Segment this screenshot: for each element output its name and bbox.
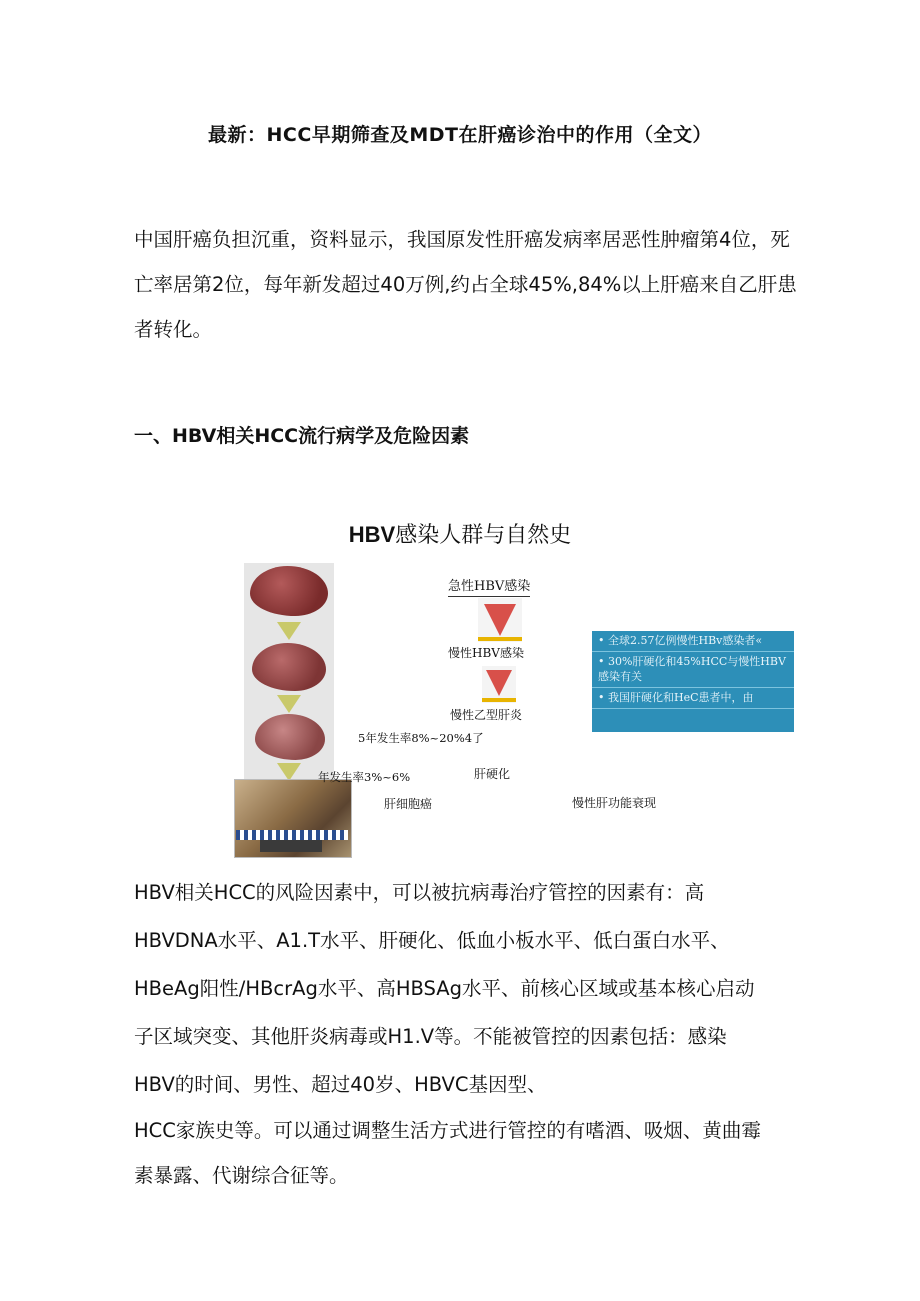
specimen-ruler <box>236 830 348 840</box>
figure-title <box>0 518 920 549</box>
red-down-arrow-icon <box>484 604 516 636</box>
info-item: • 我国肝硬化和HeC患者中，由 <box>592 688 794 709</box>
stage-hcc: 肝细胞癌 <box>384 797 433 811</box>
progression-arrow-2 <box>482 666 516 703</box>
info-item: • 全球2.57亿例慢性HBv感染者« <box>592 631 794 652</box>
down-arrow-icon <box>277 622 301 640</box>
risk-paragraph-line: 素暴露、代谢综合征等。 <box>134 1164 349 1187</box>
risk-paragraph-line: HBV相关HCC的风险因素中，可以被抗病毒治疗管控的因素有：高 <box>134 881 705 904</box>
specimen-label <box>260 840 322 852</box>
hepatitis-liver-image <box>252 643 326 691</box>
stage-liver-failure: 慢性肝功能衰现 <box>572 796 657 810</box>
progression-arrow-1 <box>478 598 522 642</box>
section-heading: 一、HBV相关HCC流行病学及危险因素 <box>134 425 470 447</box>
risk-paragraph-line: HBVDNA水平、A1.T水平、肝硬化、低血小板水平、低白蛋白水平、 <box>134 929 730 952</box>
cirrhosis-liver-image <box>255 714 325 760</box>
intro-paragraph: 中国肝癌负担沉重，资料显示，我国原发性肝癌发病率居恶性肿瘤第4位，死亡率居第2位，每年新发超过40万例,约占全球45%,84%以上肝癌来自乙肝患者转化。 <box>134 228 797 341</box>
stage-chronic-hepatitis-b: 慢性乙型肝炎 <box>450 708 523 722</box>
info-item: • 30%肝硬化和45%HCC与慢性HBV感染有关 <box>592 652 794 688</box>
document-title: 最新：HCC早期筛查及MDT在肝癌诊治中的作用（全文） <box>208 124 712 146</box>
risk-paragraph-line: HBV的时间、男性、超过40岁、HBVC基因型、 <box>134 1073 547 1096</box>
risk-paragraph-line: 子区域突变、其他肝炎病毒或H1.V等。不能被管控的因素包括：感染 <box>134 1025 727 1048</box>
figure-title-rest: 感染人群与自然史 <box>395 523 572 548</box>
cirrhosis-rate-label: 5年发生率8%~20%4了 <box>358 731 484 745</box>
arrow-base-bar <box>478 637 522 641</box>
stage-acute-hbv: 急性HBV感染 <box>448 575 530 594</box>
stage-cirrhosis: 肝硬化 <box>474 767 511 781</box>
down-arrow-icon <box>277 695 301 713</box>
global-burden-info-box <box>592 631 794 732</box>
hcc-rate-label: 年发生率3%~6% <box>318 770 411 784</box>
arrow-base-bar <box>482 698 516 702</box>
risk-paragraph-line: HBeAg阳性/HBcrAg水平、高HBSAg水平、前核心区域或基本核心启动 <box>134 977 755 1000</box>
red-down-arrow-icon <box>486 670 512 696</box>
risk-paragraph-line: HCC家族史等。可以通过调整生活方式进行管控的有嗜酒、吸烟、黄曲霉 <box>134 1119 761 1142</box>
stage-chronic-hbv: 慢性HBV感染 <box>448 646 524 660</box>
figure-title-latin: HBV <box>348 522 396 547</box>
healthy-liver-image <box>250 566 328 616</box>
